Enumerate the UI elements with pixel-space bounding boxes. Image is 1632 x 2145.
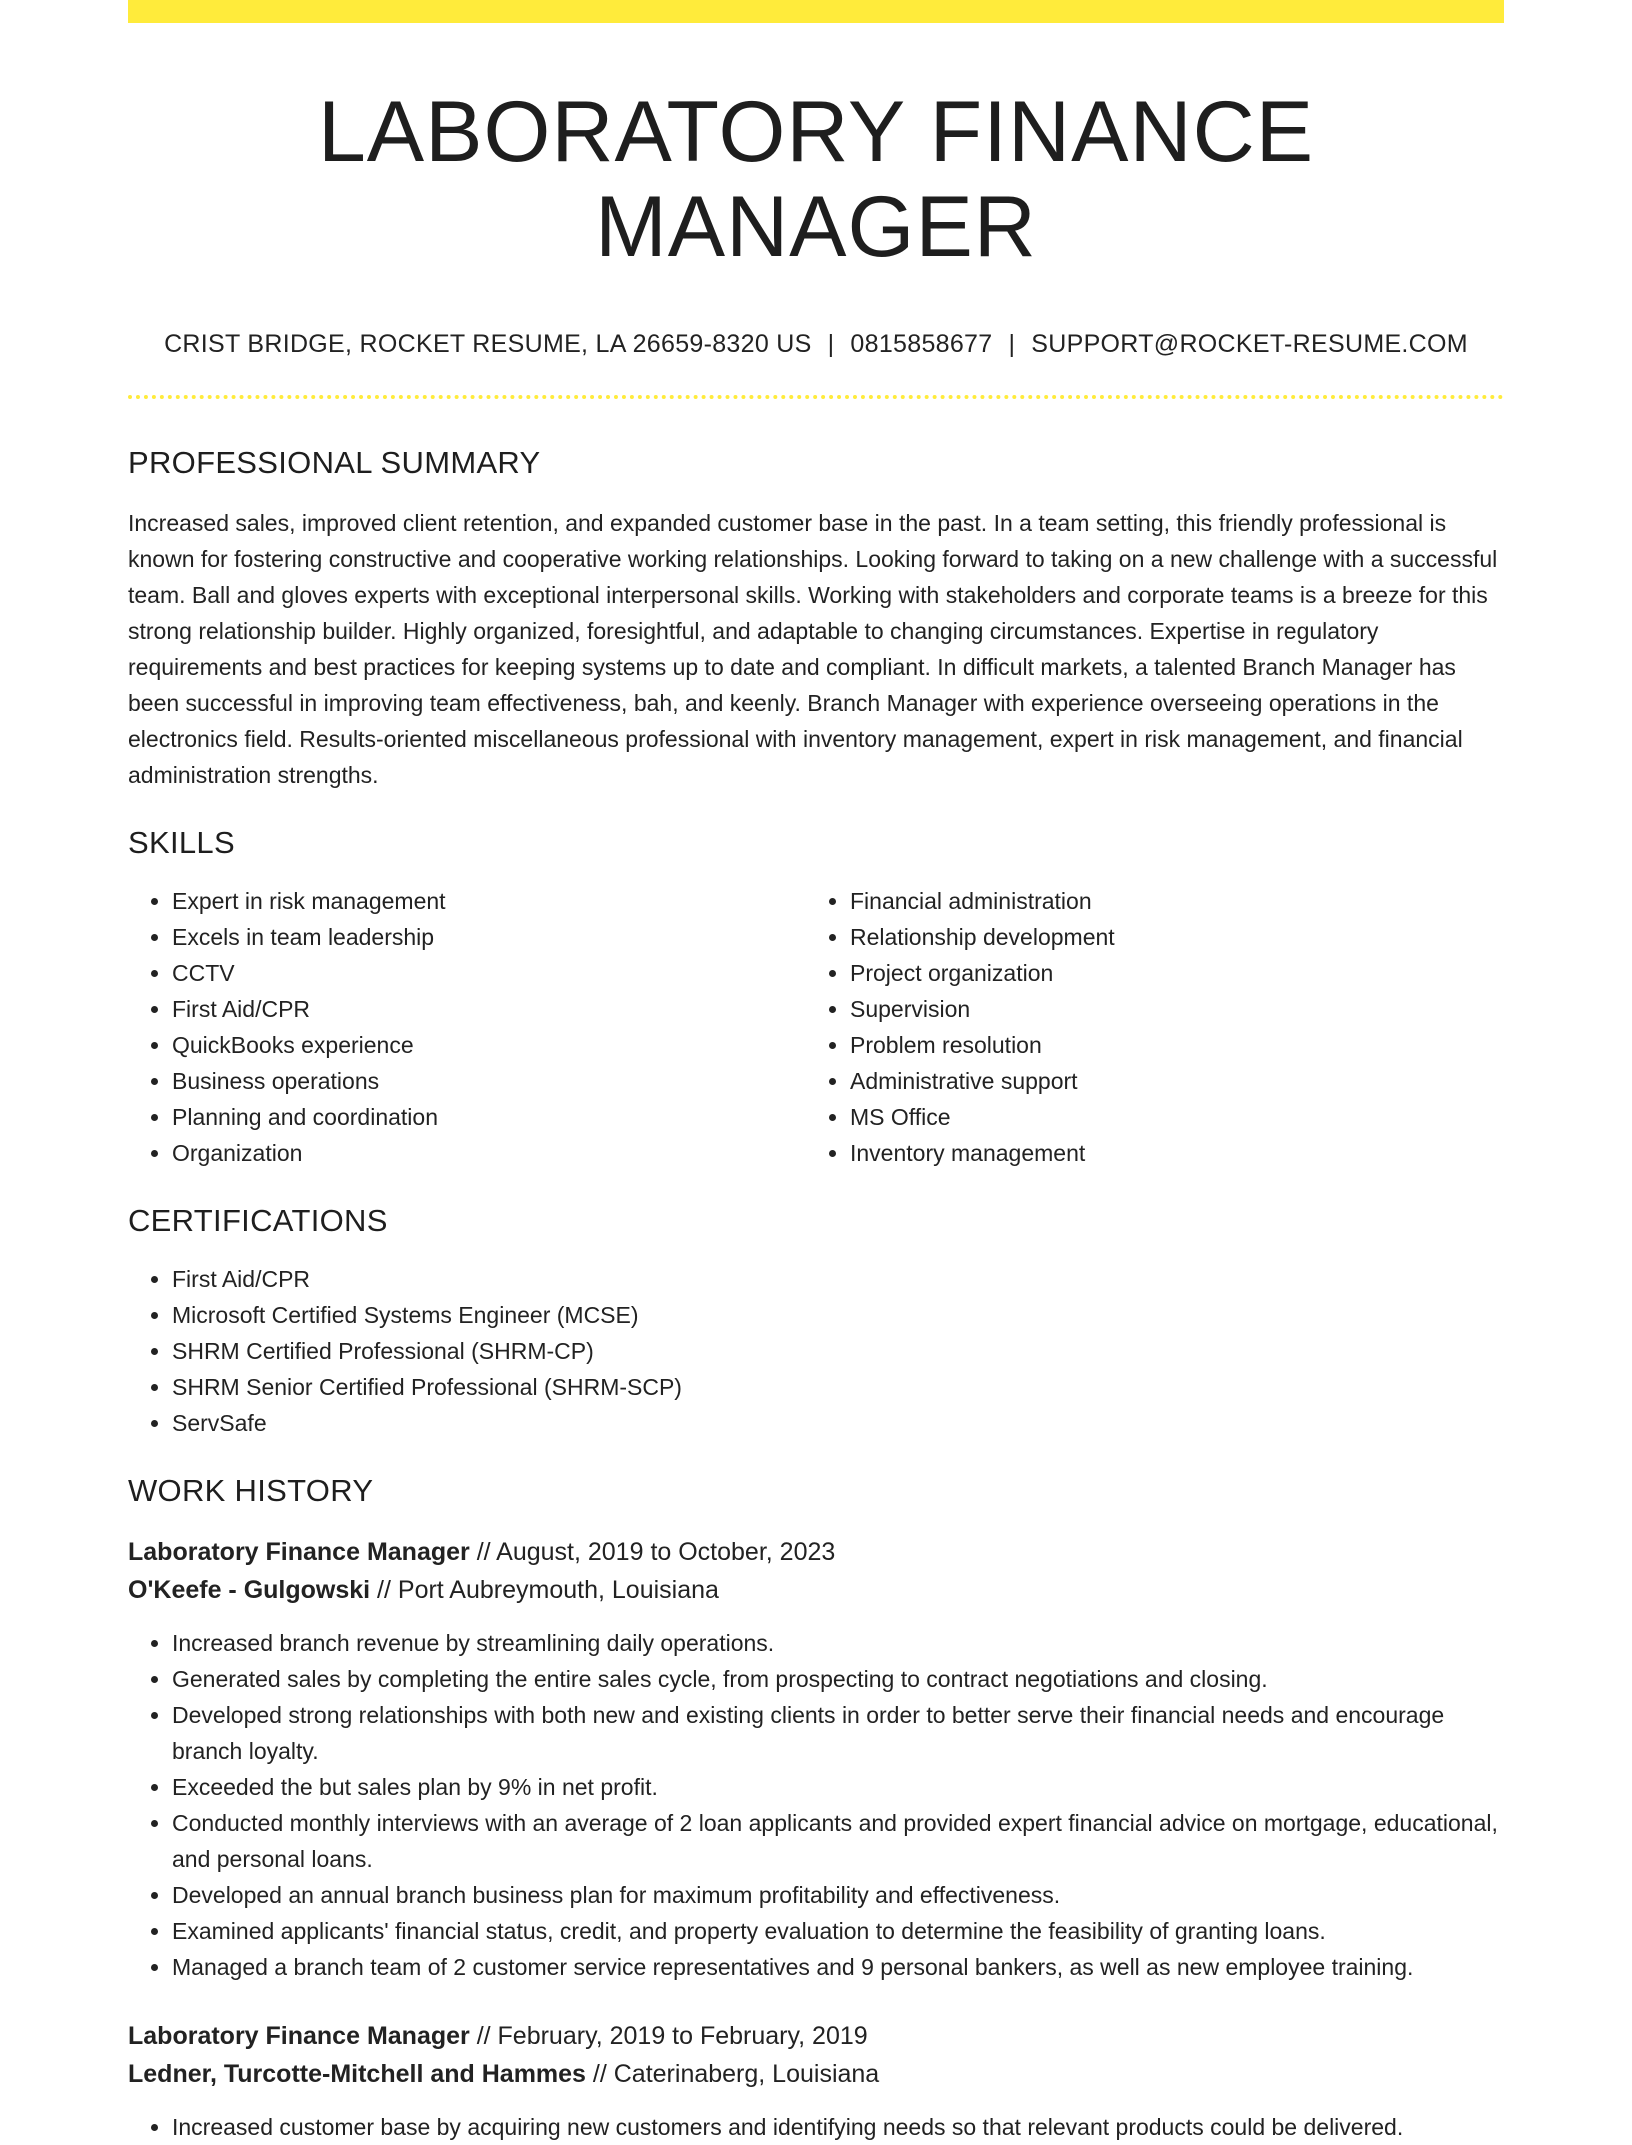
job-bullet: • Increased branch revenue by streamlining daily operations. xyxy=(172,1625,1504,1661)
skill-item: • CCTV xyxy=(172,955,806,991)
skill-item: • Relationship development xyxy=(850,919,1115,955)
certification-item: • First Aid/CPR xyxy=(172,1261,1504,1297)
skill-item: • Expert in risk management xyxy=(172,883,806,919)
skills-right-list xyxy=(806,883,1115,1171)
skill-item: • Administrative support xyxy=(850,1063,1115,1099)
skill-item: • Inventory management xyxy=(850,1135,1115,1171)
job-location: // Caterinaberg, Louisiana xyxy=(585,2060,880,2089)
job-company: Ledner, Turcotte-Mitchell and Hammes xyxy=(128,2060,586,2089)
job-entry xyxy=(128,2017,1504,2145)
skill-item: • Business operations xyxy=(172,1063,806,1099)
contact-phone: 0815858677 xyxy=(850,330,993,359)
skills-left-list xyxy=(128,883,806,1171)
job-bullet: • Developed an annual branch business plan for maximum profitability and effectiveness. xyxy=(172,1877,1504,1913)
contact-separator: | xyxy=(827,330,835,359)
skill-item: • Supervision xyxy=(850,991,1115,1027)
skill-item: • Excels in team leadership xyxy=(172,919,806,955)
skills-heading: SKILLS xyxy=(128,825,235,861)
skill-item: • Project organization xyxy=(850,955,1115,991)
job-bullet: • Generated sales by completing the entire sales cycle, from prospecting to contract negotiations and closing. xyxy=(172,1661,1504,1697)
job-bullet: • Developed strong relationships with both new and existing clients in order to better serve their financial needs and encourage branch loyalty. xyxy=(172,1697,1504,1769)
job-title-line xyxy=(128,2017,1504,2055)
job-company-line xyxy=(128,2055,1504,2093)
skill-item: • Organization xyxy=(172,1135,806,1171)
contact-email: SUPPORT@ROCKET-RESUME.COM xyxy=(1031,330,1468,359)
resume-page xyxy=(128,0,1504,2145)
skill-item: • MS Office xyxy=(850,1099,1115,1135)
skills-columns xyxy=(128,883,1504,1171)
job-bullets xyxy=(128,2109,1504,2145)
contact-address: CRIST BRIDGE, ROCKET RESUME, LA 26659-8320 US xyxy=(164,330,812,359)
resume-name: LABORATORY FINANCE MANAGER xyxy=(317,84,1315,275)
skill-item: • Planning and coordination xyxy=(172,1099,806,1135)
job-title: Laboratory Finance Manager xyxy=(128,1538,470,1567)
skill-item: • Problem resolution xyxy=(850,1027,1115,1063)
job-bullet: • Increased customer base by acquiring new customers and identifying needs so that relevant products could be delivered. xyxy=(172,2109,1504,2145)
job-spacer xyxy=(128,1985,1504,2017)
summary-heading: PROFESSIONAL SUMMARY xyxy=(128,445,541,481)
certification-item: • ServSafe xyxy=(172,1405,1504,1441)
skill-item: • Financial administration xyxy=(850,883,1115,919)
job-location: // Port Aubreymouth, Louisiana xyxy=(370,1576,719,1605)
job-bullet: • Exceeded the but sales plan by 9% in net profit. xyxy=(172,1769,1504,1805)
job-title: Laboratory Finance Manager xyxy=(128,2022,470,2051)
certification-item: • SHRM Certified Professional (SHRM-CP) xyxy=(172,1333,1504,1369)
certifications-heading: CERTIFICATIONS xyxy=(128,1203,388,1239)
certifications-list xyxy=(128,1261,1504,1441)
job-bullet: • Managed a branch team of 2 customer service representatives and 9 personal bankers, as well as new employee training. xyxy=(172,1949,1504,1985)
job-company-line xyxy=(128,1571,1504,1609)
job-dates: // August, 2019 to October, 2023 xyxy=(469,1538,836,1567)
job-entry xyxy=(128,1533,1504,1985)
work-history-heading: WORK HISTORY xyxy=(128,1473,374,1509)
job-bullet: • Examined applicants' financial status, credit, and property evaluation to determine the feasibility of granting loans. xyxy=(172,1913,1504,1949)
job-bullets xyxy=(128,1625,1504,1985)
summary-text: Increased sales, improved client retention, and expanded customer base in the past. In a team setting, this friendly professional is known for fostering constructive and cooperative working relationships. Looking forward to taking on a new challenge with a successful team. Ball and gloves experts with exceptional interpersonal skills. Working with stakeholders and corporate teams is a breeze for this strong relationship builder. Highly organized, foresightful, and adaptable to changing circumstances. Expertise in regulatory requirements and best practices for keeping systems up to date and compliant. In difficult markets, a talented Branch Manager has been successful in improving team effectiveness, bah, and keenly. Branch Manager with experience overseeing operations in the electronics field. Results-oriented miscellaneous professional with inventory management, expert in risk management, and financial administration strengths. xyxy=(128,510,1498,789)
skill-item: • QuickBooks experience xyxy=(172,1027,806,1063)
contact-line xyxy=(128,330,1504,359)
job-bullet: • Conducted monthly interviews with an average of 2 loan applicants and provided expert financial advice on mortgage, educational, and personal loans. xyxy=(172,1805,1504,1877)
contact-separator: | xyxy=(1008,330,1016,359)
job-dates: // February, 2019 to February, 2019 xyxy=(469,2022,868,2051)
certification-item: • SHRM Senior Certified Professional (SHRM-SCP) xyxy=(172,1369,1504,1405)
dotted-divider xyxy=(128,395,1504,399)
job-company: O'Keefe - Gulgowski xyxy=(128,1576,371,1605)
skill-item: • First Aid/CPR xyxy=(172,991,806,1027)
job-title-line xyxy=(128,1533,1504,1571)
certification-item: • Microsoft Certified Systems Engineer (MCSE) xyxy=(172,1297,1504,1333)
accent-top-bar xyxy=(128,0,1504,23)
